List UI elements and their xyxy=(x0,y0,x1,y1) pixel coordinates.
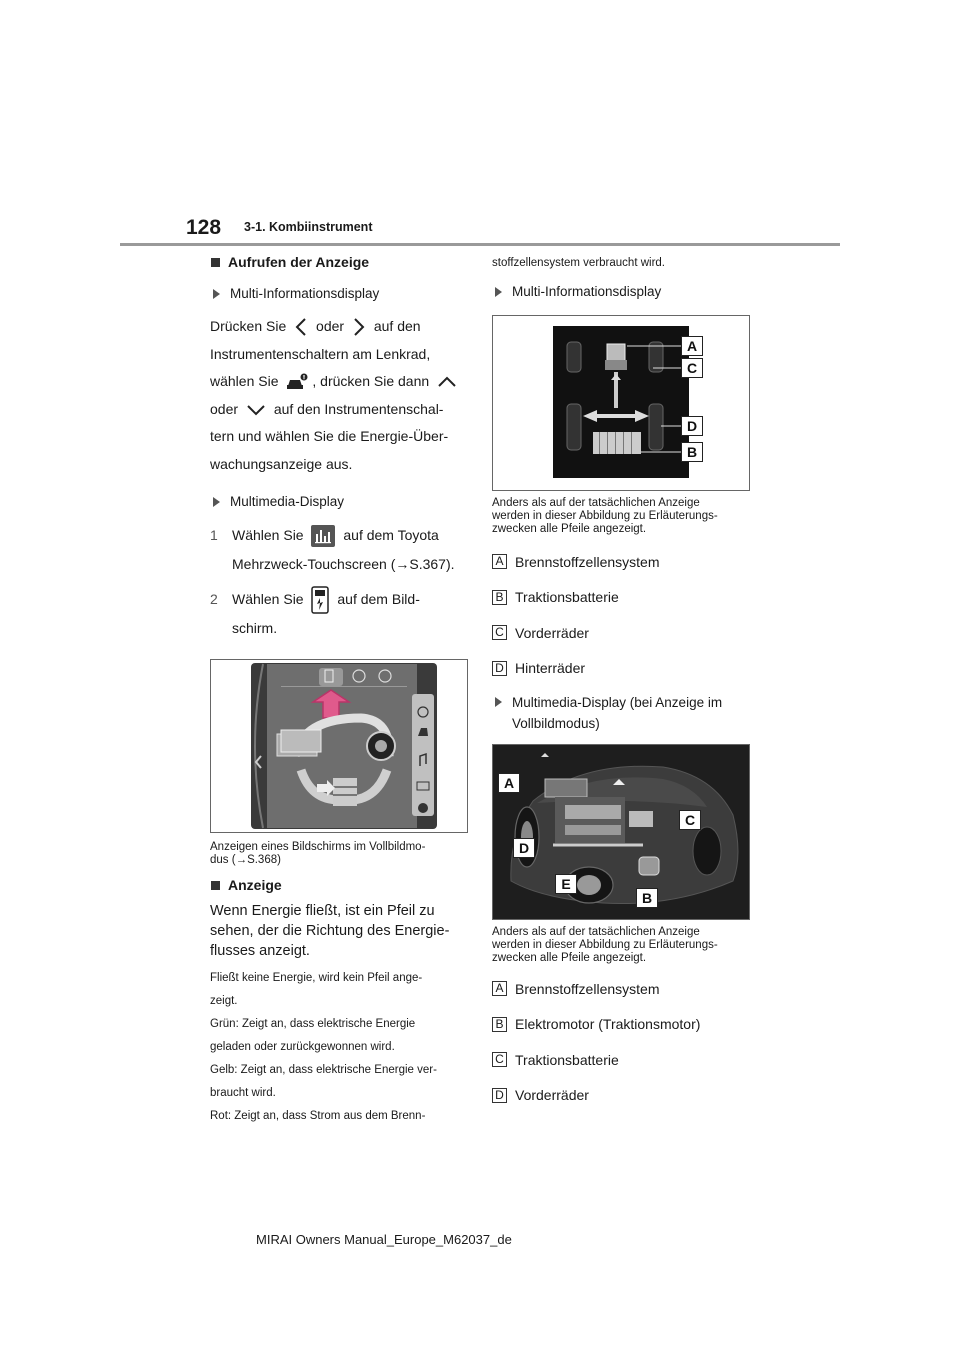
vehicle-info-icon xyxy=(286,373,308,391)
legend-item: B Traktionsbatterie xyxy=(492,580,752,616)
figure-caption: Anders als auf der tatsächlichen Anzeige werden in dieser Abbildung zu Erläuterungs- zwecken alle Pfeile angezeigt. xyxy=(492,926,718,964)
step-1: 1 Wählen Sie auf dem Toyota Mehrzweck-Touchscreen (→S.367). xyxy=(210,527,455,572)
footer-text: MIRAI Owners Manual_Europe_M62037_de xyxy=(256,1232,512,1247)
callout-label: C xyxy=(681,358,703,378)
display-paragraph: Wenn Energie fließt, ist ein Pfeil zu sehen, der die Richtung des Energie- flusses anzeigt. xyxy=(210,903,450,960)
page-number: 128 xyxy=(186,216,222,239)
triangle-bullet-icon xyxy=(495,697,502,707)
legend-item: C Traktionsbatterie xyxy=(492,1042,752,1078)
section-heading-display: Anzeige xyxy=(210,877,472,893)
chevron-down-icon xyxy=(246,403,266,417)
callout-label: D xyxy=(513,838,535,858)
callout-label: A xyxy=(681,336,703,356)
legend-item: D Vorderräder xyxy=(492,1078,752,1114)
section-heading-display-access: Aufrufen der Anzeige xyxy=(210,254,472,270)
legend-item: A Brennstoffzellensystem xyxy=(492,971,752,1007)
legend-list-2 xyxy=(492,971,752,1113)
figure-caption: Anders als auf der tatsächlichen Anzeige werden in dieser Abbildung zu Erläuterungs- zwecken alle Pfeile angezeigt. xyxy=(492,497,718,535)
chapter-title: 3-1. Kombiinstrument xyxy=(244,220,373,234)
chevron-up-icon xyxy=(437,375,457,389)
callout-label: A xyxy=(498,773,520,793)
car-energy-illustration xyxy=(493,745,749,919)
callout-label: B xyxy=(636,888,658,908)
continued-note: stoffzellensystem verbraucht wird. xyxy=(492,257,665,269)
multimedia-screen-figure xyxy=(210,659,468,833)
callout-label: C xyxy=(679,810,701,830)
chevron-right-icon xyxy=(352,318,366,336)
mid-energy-illustration xyxy=(493,316,749,490)
callout-label: D xyxy=(681,416,703,436)
multimedia-screen-illustration xyxy=(211,660,467,832)
square-bullet-icon xyxy=(211,258,220,267)
sub-item-mid: Multi-Informationsdisplay xyxy=(210,286,472,301)
chevron-left-icon xyxy=(294,318,308,336)
sub-item-multimedia-right: Multimedia-Display (bei Anzeige im Vollbildmodus) xyxy=(492,692,752,734)
right-column xyxy=(492,254,752,1113)
callout-label: B xyxy=(681,442,703,462)
fullscreen-energy-figure xyxy=(492,744,750,920)
legend-item: D Hinterräder xyxy=(492,651,752,687)
step-2: 2 Wählen Sie auf dem Bild- schirm. xyxy=(210,585,472,643)
triangle-bullet-icon xyxy=(213,289,220,299)
notes: Fließt keine Energie, wird kein Pfeil ange- zeigt. Grün: Zeigt an, dass elektrische Energie geladen oder zurückgewonnen wird. Gelb: Zeigt an, dass elektrische Energie ver- braucht wird. Rot: Zeigt an, dass Strom aus dem Brenn- xyxy=(210,972,437,1123)
energy-flow-icon xyxy=(311,586,329,614)
triangle-bullet-icon xyxy=(213,497,220,507)
energy-chart-icon xyxy=(311,525,335,547)
legend-item: C Vorderräder xyxy=(492,615,752,651)
triangle-bullet-icon xyxy=(495,287,502,297)
callout-label: E xyxy=(555,874,577,894)
header-rule xyxy=(120,243,840,246)
legend-item: B Elektromotor (Traktionsmotor) xyxy=(492,1007,752,1043)
legend-list-1 xyxy=(492,544,752,686)
mid-energy-figure xyxy=(492,315,750,491)
sub-item-multimedia: Multimedia-Display xyxy=(210,494,472,509)
figure-caption: Anzeigen eines Bildschirms im Vollbildmo- dus (→S.368) xyxy=(210,841,426,867)
square-bullet-icon xyxy=(211,881,220,890)
instruction-paragraph: Drücken Sie oder auf den Instrumentenschaltern am Lenkrad, wählen Sie , drücken Sie dann oder auf den Instrumentenschal- tern und wählen Sie die Energie-Über- wachungsanzeige aus. xyxy=(210,313,472,478)
sub-item-mid-right: Multi-Informationsdisplay xyxy=(492,284,752,299)
left-column xyxy=(210,254,472,1128)
legend-item: A Brennstoffzellensystem xyxy=(492,544,752,580)
